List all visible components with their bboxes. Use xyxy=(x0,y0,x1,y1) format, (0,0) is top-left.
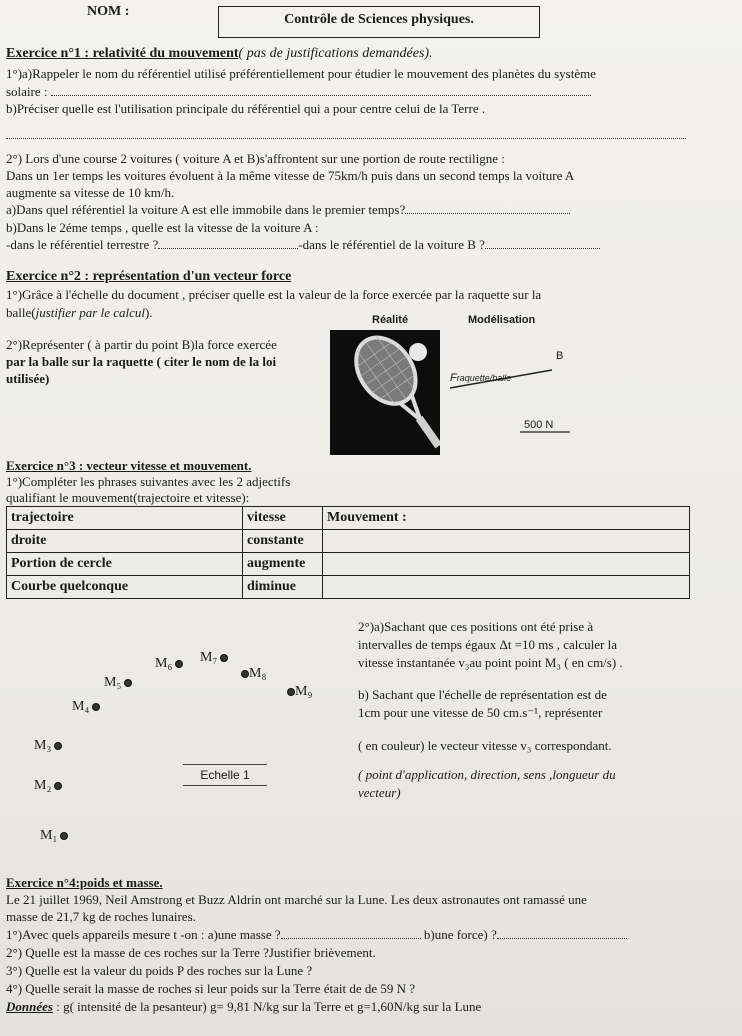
ex4-q1 xyxy=(6,927,627,943)
ex1-q2b: b)Dans le 2éme temps , quelle est la vitesse de la voiture A : xyxy=(6,220,319,235)
table-row xyxy=(7,530,690,553)
point-M4 xyxy=(72,699,100,715)
ex3-q2b-l2: 1cm pour une vitesse de 50 cm.s⁻¹, représenter xyxy=(358,705,603,720)
ex4-donnees xyxy=(6,999,481,1015)
table-cell: augmente xyxy=(243,553,323,576)
point-M7 xyxy=(200,650,228,666)
answer-cell[interactable] xyxy=(323,530,690,553)
ex4-q1-text: 1°)Avec quels appareils mesure t -on : a)une masse ? xyxy=(6,927,281,942)
ex3-q2b-l3: ( en couleur) le vecteur vitesse v₃ correspondant. xyxy=(358,738,612,753)
label-model: Modélisation xyxy=(468,314,536,326)
point-dot xyxy=(287,688,295,696)
ex1-q2b-terrestre: -dans le référentiel terrestre ? xyxy=(6,237,159,252)
answer-cell[interactable] xyxy=(323,553,690,576)
point-label: M₂ xyxy=(34,778,52,793)
ex4-q3: 3°) Quelle est la valeur du poids P des roches sur la Lune ? xyxy=(6,963,313,978)
scale-label: Echelle 1 xyxy=(183,764,267,786)
donnees-text: : g( intensité de la pesanteur) g= 9,81 N/kg sur la Terre et g=1,60N/kg sur la Lune xyxy=(52,999,482,1014)
ex4-q1b-text: b)une force) ? xyxy=(423,927,497,942)
donnees-label: Données xyxy=(6,999,53,1014)
ex2-q2-l3: utilisée) xyxy=(6,371,50,386)
ex3-q1-l2: qualifiant le mouvement(trajectoire et vitesse): xyxy=(6,490,250,505)
point-label: M₇ xyxy=(200,650,218,665)
point-M5 xyxy=(104,675,132,691)
point-M3 xyxy=(34,738,62,754)
answer-line[interactable] xyxy=(51,95,591,96)
table-cell: constante xyxy=(243,530,323,553)
ex4-q4: 4°) Quelle serait la masse de roches si leur poids sur la Terre était de de 59 N ? xyxy=(6,981,416,996)
ex3-q2b-l4: ( point d'application, direction, sens ,longueur du xyxy=(358,767,616,782)
point-M1 xyxy=(40,828,68,844)
table-cell: droite xyxy=(7,530,243,553)
table-cell: Portion de cercle xyxy=(7,553,243,576)
answer-line[interactable] xyxy=(6,138,686,139)
ex1-q2-line2: augmente sa vitesse de 10 km/h. xyxy=(6,185,175,200)
ex2-q1-note: justifier par le calcul xyxy=(35,305,145,320)
racket-icon xyxy=(330,330,440,455)
ex1-q1a-cont xyxy=(6,84,591,100)
ex1-q2b-voitureB: -dans le référentiel de la voiture B ? xyxy=(298,237,485,252)
ex1-note: ( pas de justifications demandées). xyxy=(238,46,433,61)
label-reality: Réalité xyxy=(372,314,409,326)
point-label: M₃ xyxy=(34,738,52,753)
ex1-q1a: 1°)a)Rappeler le nom du référentiel utilisé préférentiellement pour étudier le mouvement des planètes du système xyxy=(6,66,596,81)
point-label: M₁ xyxy=(40,828,58,843)
force-scale-label: 500 N xyxy=(524,419,554,431)
motion-table xyxy=(6,506,690,599)
table-header-row xyxy=(7,507,690,530)
answer-cell[interactable] xyxy=(323,576,690,599)
point-label: M₆ xyxy=(155,656,173,671)
ex2-q1: 1°)Grâce à l'échelle du document , préciser quelle est la valeur de la force exercée par la raquette sur la xyxy=(6,287,542,302)
ex4-q2: 2°) Quelle est la masse de ces roches sur la Terre ?Justifier brièvement. xyxy=(6,945,376,960)
ex1-q1b: b)Préciser quelle est l'utilisation principale du référentiel qui a pour centre celui de la Terre . xyxy=(6,101,486,116)
ex1-q2-intro: 2°) Lors d'une course 2 voitures ( voiture A et B)s'affrontent sur une portion de route rectiligne : xyxy=(6,151,505,166)
point-dot xyxy=(124,679,132,687)
force-label xyxy=(450,372,511,384)
ex2-q1-end: ). xyxy=(145,305,153,320)
ex1-q2b-answers xyxy=(6,237,600,253)
ex2-q2-l2: par la balle sur la raquette ( citer le nom de la loi xyxy=(6,354,277,369)
ex1-q2a-text: a)Dans quel référentiel la voiture A est elle immobile dans le premier temps? xyxy=(6,202,406,217)
table-row xyxy=(7,576,690,599)
answer-line[interactable] xyxy=(405,213,570,214)
ex3-q2b-l1: b) Sachant que l'échelle de représentation est de xyxy=(358,687,607,702)
point-label: M₈ xyxy=(249,666,267,681)
point-M6 xyxy=(155,656,183,672)
point-M2 xyxy=(34,778,62,794)
ex3-q2a-l2: intervalles de temps égaux Δt =10 ms , calculer la xyxy=(358,637,617,652)
table-cell: diminue xyxy=(243,576,323,599)
ex3-heading: Exercice n°3 : vecteur vitesse et mouvement. xyxy=(6,458,252,473)
point-dot xyxy=(175,660,183,668)
force-symbol: F xyxy=(450,372,457,384)
nom-label: NOM : xyxy=(87,4,130,19)
ex1-q1a-cont-text: solaire : xyxy=(6,84,48,99)
ex4-heading: Exercice n°4:poids et masse. xyxy=(6,875,163,890)
ex4-intro-l2: masse de 21,7 kg de roches lunaires. xyxy=(6,909,196,924)
answer-line[interactable] xyxy=(281,938,421,939)
ex1-q2-line1: Dans un 1er temps les voitures évoluent à la même vitesse de 75km/h puis dans un second temps la voiture A xyxy=(6,168,575,183)
ex3-q2a-l3: vitesse instantanée v₃au point point M₃ ( en cm/s) . xyxy=(358,655,623,670)
force-subscript: raquette/balle xyxy=(456,373,512,383)
ex4-intro-l1: Le 21 juillet 1969, Neil Amstrong et Buzz Aldrin ont marché sur la Lune. Les deux astronautes ont ramassé une xyxy=(6,892,587,907)
table-cell: Courbe quelconque xyxy=(7,576,243,599)
point-label: M₅ xyxy=(104,675,122,690)
point-dot xyxy=(54,742,62,750)
ex3-q2a-l1: 2°)a)Sachant que ces positions ont été prise à xyxy=(358,619,594,634)
answer-line[interactable] xyxy=(497,938,627,939)
point-dot xyxy=(220,654,228,662)
force-model-diagram xyxy=(440,330,590,440)
point-dot xyxy=(60,832,68,840)
point-B-label: B xyxy=(556,350,564,362)
ex2-q1-cont-text: balle( xyxy=(6,305,36,320)
table-cell: trajectoire xyxy=(7,507,243,530)
point-label: M₉ xyxy=(295,684,313,699)
ex2-heading: Exercice n°2 : représentation d'un vecteur force xyxy=(6,269,292,284)
table-cell: vitesse xyxy=(243,507,323,530)
point-M8 xyxy=(238,666,266,682)
ex1-heading xyxy=(6,46,433,62)
point-M9 xyxy=(284,684,312,700)
answer-line[interactable] xyxy=(158,248,298,249)
table-cell: Mouvement : xyxy=(323,507,690,530)
ex3-q1-l1: 1°)Compléter les phrases suivantes avec les 2 adjectifs xyxy=(6,474,291,489)
ex3-q2b-l5: vecteur) xyxy=(358,785,401,800)
point-dot xyxy=(54,782,62,790)
ex2-q2-l1: 2°)Représenter ( à partir du point B)la force exercée xyxy=(6,337,277,352)
page-title: Contrôle de Sciences physiques. xyxy=(218,6,540,38)
ex2-q1-cont xyxy=(6,305,153,321)
point-dot xyxy=(92,703,100,711)
point-dot xyxy=(241,670,249,678)
answer-line[interactable] xyxy=(485,248,600,249)
ex1-title: Exercice n°1 : relativité du mouvement xyxy=(6,46,239,61)
table-row xyxy=(7,553,690,576)
ex1-q2a xyxy=(6,202,570,218)
tennis-racket-photo xyxy=(330,330,440,455)
point-label: M₄ xyxy=(72,699,90,714)
